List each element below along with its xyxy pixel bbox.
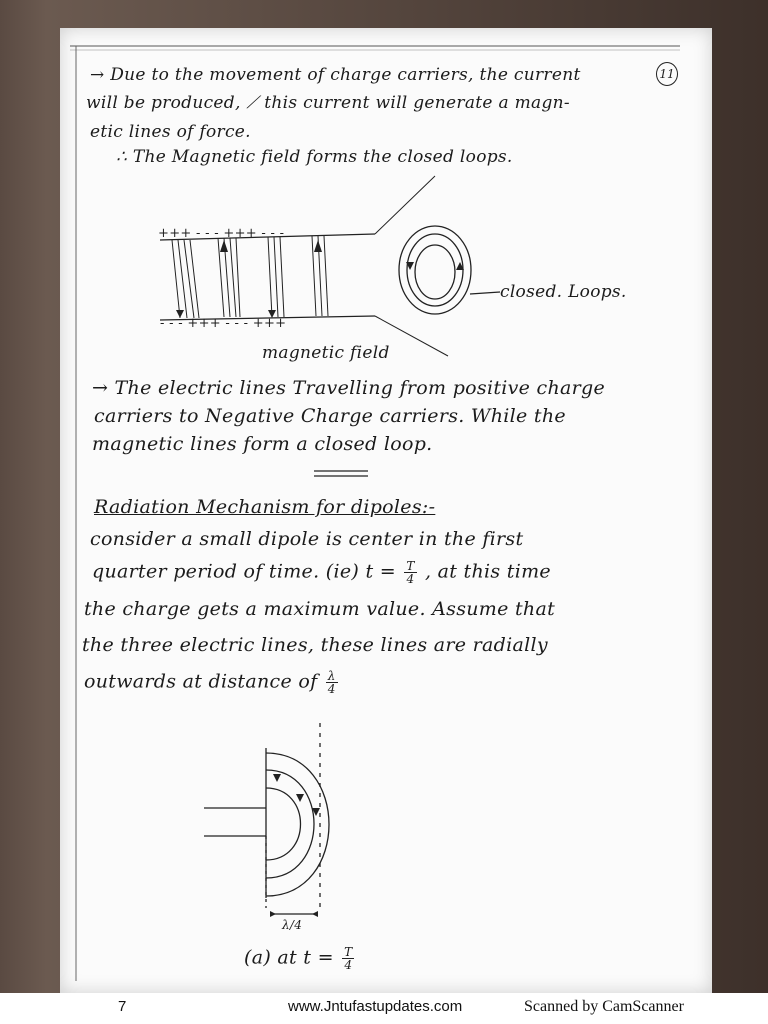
caption-text: (a) at t = <box>244 946 334 969</box>
section-heading: Radiation Mechanism for dipoles:- <box>94 496 436 518</box>
fraction-numerator: λ <box>327 669 336 683</box>
section-separator <box>312 468 372 482</box>
note-text: outwards at distance of <box>84 670 318 693</box>
note-line-with-fraction <box>84 670 340 695</box>
note-line: → Due to the movement of charge carriers, the current <box>90 65 581 85</box>
note-text: , at this time <box>424 560 551 583</box>
note-line: will be produced, ⟋ this current will generate a magn- <box>86 93 570 113</box>
fraction-denominator: 4 <box>406 572 415 586</box>
closed-loops-label: closed. Loops. <box>500 282 627 302</box>
fraction-numerator: T <box>406 559 415 573</box>
note-line: magnetic lines form a closed loop. <box>92 433 433 455</box>
footer-page-number: 7 <box>118 998 127 1015</box>
footer-website-link[interactable]: www.Jntufastupdates.com <box>288 998 463 1015</box>
fraction-lambda-over-4 <box>326 670 338 695</box>
fraction-denominator: 4 <box>344 958 353 972</box>
note-line: ∴ The Magnetic field forms the closed loops. <box>116 147 513 167</box>
note-text: quarter period of time. (ie) t = <box>92 560 396 583</box>
footer-scanner-credit: Scanned by CamScanner <box>524 998 684 1015</box>
page-rule <box>70 40 690 60</box>
page-corner-number: 11 <box>656 62 678 86</box>
note-line: carriers to Negative Charge carriers. While the <box>94 405 566 427</box>
lambda-over-4-label: λ/4 <box>282 918 303 932</box>
diagram-caption <box>244 946 356 971</box>
magnetic-field-caption: magnetic field <box>262 343 390 363</box>
note-line: the three electric lines, these lines are radially <box>82 634 548 656</box>
note-line-with-fraction <box>92 560 551 585</box>
note-line: etic lines of force. <box>90 122 251 142</box>
note-line: the charge gets a maximum value. Assume that <box>84 598 556 620</box>
page-margin-line <box>72 46 82 986</box>
fraction-denominator: 4 <box>327 682 336 696</box>
bottom-plate-charges: - - - +++ - - - +++ <box>160 316 287 331</box>
note-line: consider a small dipole is center in the first <box>90 528 524 550</box>
dipole-field-diagram <box>200 718 360 928</box>
electric-field-diagram <box>150 170 650 370</box>
top-plate-charges: +++ - - - +++ - - - <box>158 226 285 241</box>
fraction-t-over-4 <box>342 946 354 971</box>
fraction-numerator: T <box>344 945 353 959</box>
fraction-t-over-4 <box>404 560 416 585</box>
note-line: → The electric lines Travelling from positive charge <box>92 377 606 399</box>
